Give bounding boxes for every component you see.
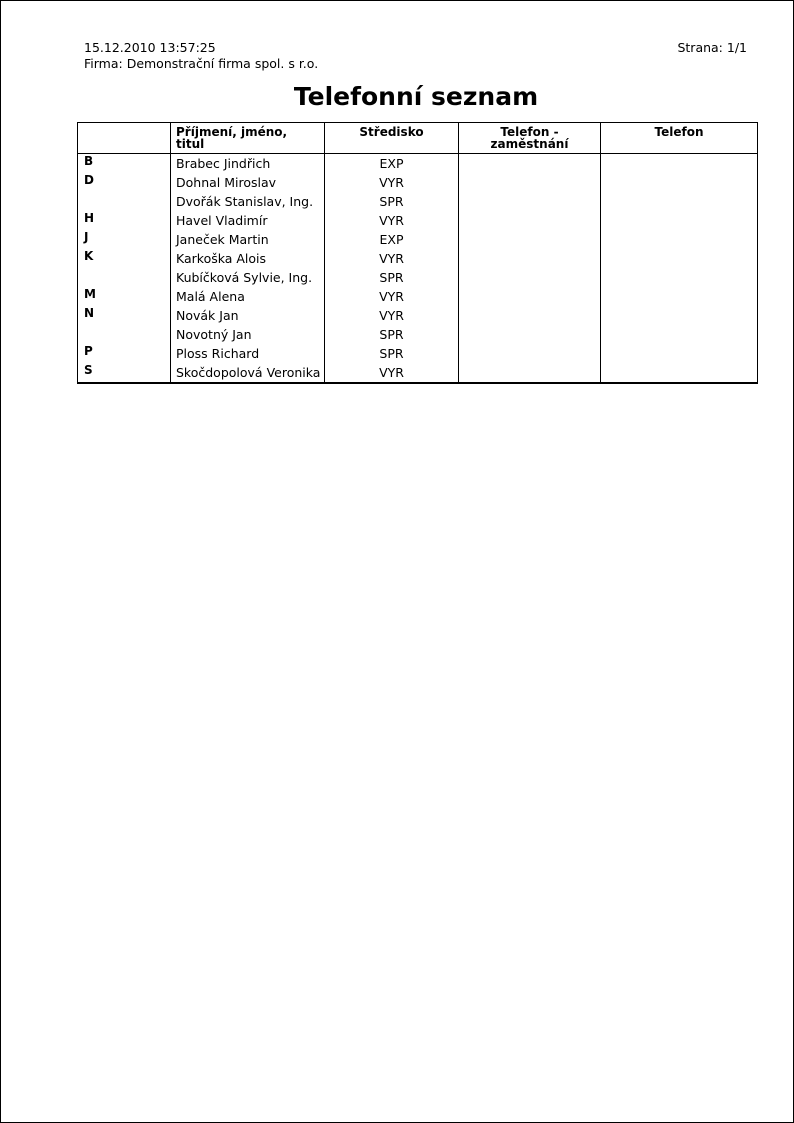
employee-name: Janeček Martin <box>171 230 325 249</box>
column-header-phone: Telefon <box>601 123 758 154</box>
column-header-work-phone: Telefon - zaměstnání <box>459 123 601 154</box>
table-row <box>78 173 758 192</box>
employee-name: Karkoška Alois <box>171 249 325 268</box>
page-number: Strana: 1/1 <box>677 40 747 55</box>
table-row <box>78 192 758 211</box>
work-phone <box>459 325 601 344</box>
department-code: SPR <box>325 192 459 211</box>
employee-name: Brabec Jindřich <box>171 154 325 174</box>
index-letter: S <box>78 363 171 383</box>
work-phone <box>459 192 601 211</box>
employee-name: Skočdopolová Veronika <box>171 363 325 383</box>
phone <box>601 211 758 230</box>
company-name: Firma: Demonstrační firma spol. s r.o. <box>84 56 319 71</box>
department-code: VYR <box>325 363 459 383</box>
phone <box>601 154 758 174</box>
column-header-name: Příjmení, jméno, titul <box>171 123 325 154</box>
index-letter: H <box>78 211 171 230</box>
table-row <box>78 306 758 325</box>
index-letter <box>78 268 171 287</box>
department-code: EXP <box>325 154 459 174</box>
phone <box>601 306 758 325</box>
table-row <box>78 287 758 306</box>
work-phone <box>459 363 601 383</box>
employee-name: Havel Vladimír <box>171 211 325 230</box>
work-phone <box>459 249 601 268</box>
index-letter <box>78 325 171 344</box>
table-row <box>78 363 758 383</box>
index-letter: M <box>78 287 171 306</box>
column-header-department: Středisko <box>325 123 459 154</box>
department-code: VYR <box>325 173 459 192</box>
table-row <box>78 268 758 287</box>
employee-name: Ploss Richard <box>171 344 325 363</box>
table-row <box>78 211 758 230</box>
phone <box>601 173 758 192</box>
table-row <box>78 325 758 344</box>
department-code: SPR <box>325 325 459 344</box>
table-header-row <box>78 123 758 154</box>
work-phone <box>459 268 601 287</box>
phone <box>601 363 758 383</box>
employee-name: Dohnal Miroslav <box>171 173 325 192</box>
work-phone <box>459 287 601 306</box>
work-phone <box>459 154 601 174</box>
department-code: SPR <box>325 344 459 363</box>
department-code: VYR <box>325 249 459 268</box>
index-letter: N <box>78 306 171 325</box>
table-row <box>78 154 758 174</box>
index-letter <box>78 192 171 211</box>
department-code: VYR <box>325 211 459 230</box>
index-letter: K <box>78 249 171 268</box>
department-code: VYR <box>325 306 459 325</box>
department-code: VYR <box>325 287 459 306</box>
phone <box>601 287 758 306</box>
work-phone <box>459 230 601 249</box>
phone <box>601 268 758 287</box>
employee-name: Malá Alena <box>171 287 325 306</box>
phone <box>601 344 758 363</box>
employee-name: Novotný Jan <box>171 325 325 344</box>
phone <box>601 230 758 249</box>
work-phone <box>459 173 601 192</box>
table-body <box>78 154 758 384</box>
print-datetime: 15.12.2010 13:57:25 <box>84 40 216 55</box>
index-letter: P <box>78 344 171 363</box>
employee-name: Novák Jan <box>171 306 325 325</box>
department-code: EXP <box>325 230 459 249</box>
phone-directory-table <box>77 122 758 384</box>
phone <box>601 249 758 268</box>
employee-name: Dvořák Stanislav, Ing. <box>171 192 325 211</box>
department-code: SPR <box>325 268 459 287</box>
index-letter: B <box>78 154 171 174</box>
phone <box>601 192 758 211</box>
work-phone <box>459 344 601 363</box>
index-letter: J <box>78 230 171 249</box>
table-row <box>78 230 758 249</box>
index-letter: D <box>78 173 171 192</box>
column-header-letter <box>78 123 171 154</box>
work-phone <box>459 306 601 325</box>
report-title: Telefonní seznam <box>293 82 539 111</box>
phone <box>601 325 758 344</box>
employee-name: Kubíčková Sylvie, Ing. <box>171 268 325 287</box>
table-row <box>78 249 758 268</box>
work-phone <box>459 211 601 230</box>
table-row <box>78 344 758 363</box>
